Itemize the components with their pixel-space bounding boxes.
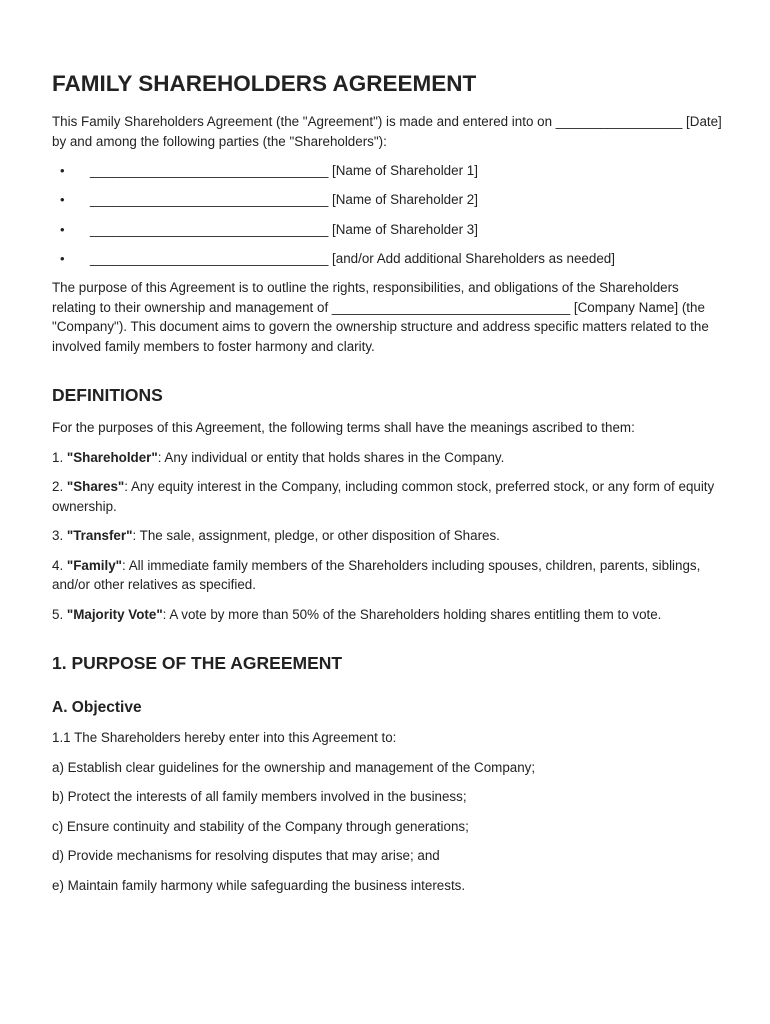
shareholder-item [52,249,724,269]
definitions-heading: DEFINITIONS [52,385,163,406]
objective-item: b) Protect the interests of all family members involved in the business; [52,789,467,805]
definition-term: "Family" [66,557,123,573]
shareholder-item [52,161,724,181]
intro-paragraph: This Family Shareholders Agreement (the "Agreement") is made and entered into on _________________ [Date] by and among the following parties (the "Shareholders"): [52,114,722,149]
definition-text: : All immediate family members of the Shareholders including spouses, children, parents, siblings, and/or other relatives as specified. [52,557,701,593]
definition-term: "Shareholder" [66,449,158,465]
shareholder-line: ________________________________ [and/or Add additional Shareholders as needed] [90,250,615,266]
definition-item [52,526,724,546]
definition-number: 5. [52,606,67,622]
objective-item: e) Maintain family harmony while safeguarding the business interests. [52,877,466,893]
shareholder-item [52,190,724,210]
definition-text: : A vote by more than 50% of the Shareholders holding shares entitling them to vote. [162,606,662,622]
objective-subheading: A. Objective [52,699,142,717]
section-1-heading: 1. PURPOSE OF THE AGREEMENT [52,653,343,674]
definition-item [52,477,724,516]
objective-item: d) Provide mechanisms for resolving disputes that may arise; and [52,848,440,864]
bullet-icon: • [60,192,65,208]
shareholder-line: ________________________________ [Name of Shareholder 2] [90,192,478,208]
definition-number: 2. [52,479,67,495]
shareholder-line: ________________________________ [Name of Shareholder 3] [90,221,478,237]
bullet-icon: • [60,163,65,178]
bullet-icon: • [60,250,65,266]
definition-text: : Any individual or entity that holds shares in the Company. [157,449,505,465]
objective-lead: 1.1 The Shareholders hereby enter into this Agreement to: [52,730,397,746]
definition-item [52,448,724,468]
shareholder-list [52,161,724,268]
definitions-intro: For the purposes of this Agreement, the following terms shall have the meanings ascribed to them: [52,420,635,436]
objective-item: a) Establish clear guidelines for the ownership and management of the Company; [52,759,536,775]
definition-number: 1. [52,449,67,465]
document-title: FAMILY SHAREHOLDERS AGREEMENT [52,71,477,96]
definition-number: 3. [52,528,67,544]
definition-number: 4. [52,557,67,573]
definition-item [52,556,724,595]
definition-text: : Any equity interest in the Company, including common stock, preferred stock, or any form of equity ownership. [52,479,715,514]
objective-item: c) Ensure continuity and stability of the Company through generations; [52,818,469,834]
definition-term: "Majority Vote" [66,606,163,622]
purpose-paragraph: The purpose of this Agreement is to outline the rights, responsibilities, and obligations of the Shareholders relating to their ownership and management of ________________________________ [Company Name] (the "Company"). This document aims to govern the ownership structure and address specific matters related to the involved family members to foster harmony and clarity. [52,280,709,354]
definition-term: "Transfer" [66,528,133,544]
definition-item [52,605,724,625]
shareholder-item [52,220,724,240]
definition-text: : The sale, assignment, pledge, or other disposition of Shares. [132,528,500,544]
bullet-icon: • [60,221,65,237]
document-page [52,70,724,895]
definition-term: "Shares" [66,479,125,495]
shareholder-line: ________________________________ [Name of Shareholder 1] [90,163,478,178]
